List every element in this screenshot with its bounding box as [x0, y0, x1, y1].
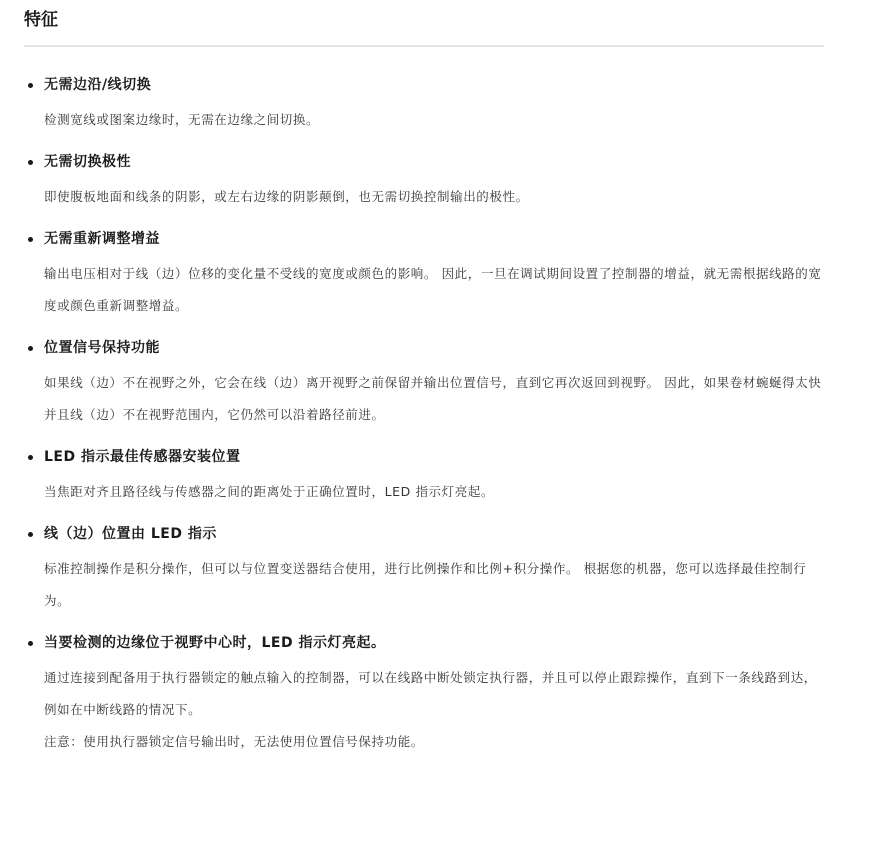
feature-heading-text: 无需重新调整增益 [44, 231, 160, 247]
page-title: 特征 [24, 9, 824, 47]
feature-note: 注意：使用执行器锁定信号输出时，无法使用位置信号保持功能。 [44, 734, 424, 749]
bullet-icon [28, 160, 33, 165]
bullet-icon [28, 346, 33, 351]
feature-item-led-line-position [24, 524, 824, 617]
feature-heading [24, 524, 824, 544]
bullet-icon [28, 532, 33, 537]
feature-heading-text: LED 指示最佳传感器安装位置 [44, 449, 241, 465]
feature-heading [24, 152, 824, 172]
feature-description: 输出电压相对于线（边）位移的变化量不受线的宽度或颜色的影响。 因此，一旦在调试期间设置了控制器的增益，就无需根据线路的宽度或颜色重新调整增益。 [44, 266, 822, 313]
feature-item-led-center [24, 633, 824, 758]
feature-heading-text: 线（边）位置由 LED 指示 [44, 526, 217, 542]
feature-description: 通过连接到配备用于执行器锁定的触点输入的控制器，可以在线路中断处锁定执行器，并且可以停止跟踪操作，直到下一条线路到达，例如在中断线路的情况下。 [44, 670, 817, 717]
feature-heading-text: 无需切换极性 [44, 154, 131, 170]
feature-heading-text: 位置信号保持功能 [44, 340, 160, 356]
feature-item-no-edge-switch [24, 75, 824, 136]
feature-item-led-mount-position [24, 447, 824, 508]
feature-heading [24, 338, 824, 358]
bullet-icon [28, 83, 33, 88]
feature-description: 即使腹板地面和线条的阴影，或左右边缘的阴影颠倒，也无需切换控制输出的极性。 [44, 189, 529, 204]
feature-description: 标准控制操作是积分操作，但可以与位置变送器结合使用，进行比例操作和比例+积分操作。 根据您的机器，您可以选择最佳控制行为。 [44, 561, 807, 608]
feature-description: 如果线（边）不在视野之外，它会在线（边）离开视野之前保留并输出位置信号，直到它再次返回到视野。 因此，如果卷材蜿蜒得太快并且线（边）不在视野范围内，它仍然可以沿着路径前进。 [44, 375, 822, 422]
feature-description: 当焦距对齐且路径线与传感器之间的距离处于正确位置时，LED 指示灯亮起。 [44, 484, 495, 499]
feature-heading [24, 229, 824, 249]
feature-heading-text: 无需边沿/线切换 [44, 77, 152, 93]
bullet-icon [28, 237, 33, 242]
feature-heading-text: 当要检测的边缘位于视野中心时，LED 指示灯亮起。 [44, 635, 386, 651]
feature-description: 检测宽线或图案边缘时，无需在边缘之间切换。 [44, 112, 320, 127]
feature-heading [24, 633, 824, 653]
bullet-icon [28, 455, 33, 460]
feature-item-no-polarity-switch [24, 152, 824, 213]
bullet-icon [28, 641, 33, 646]
feature-heading [24, 447, 824, 467]
feature-item-no-gain-readjust [24, 229, 824, 322]
feature-heading [24, 75, 824, 95]
feature-list [24, 75, 824, 758]
feature-item-position-hold [24, 338, 824, 431]
